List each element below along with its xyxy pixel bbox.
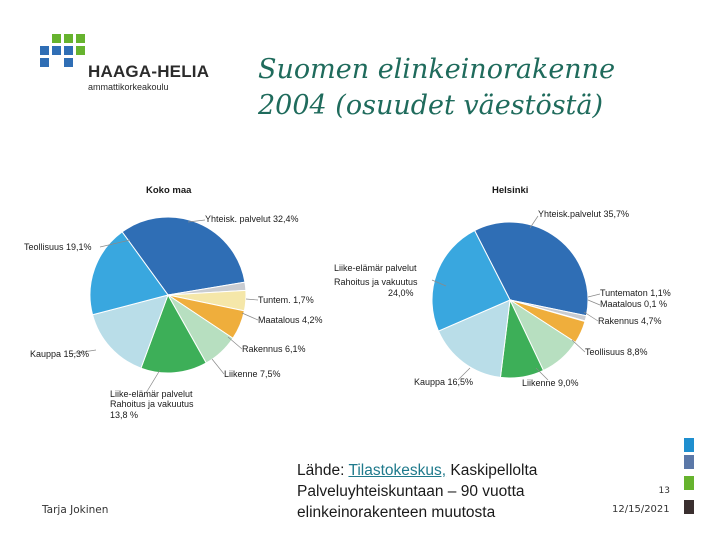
leader-line <box>588 294 600 297</box>
slice-label: Liike-elämär palvelut <box>334 263 417 273</box>
slice-label: Rahoitus ja vakuutus <box>334 277 418 287</box>
source-link[interactable]: Tilastokeskus, <box>348 462 447 479</box>
slice-label: Yhteisk. palvelut 32,4% <box>205 214 299 224</box>
slice-label: Kauppa 15,3% <box>30 349 90 359</box>
slice-label: Tuntem. 1,7% <box>258 295 314 305</box>
source-text <box>297 460 627 523</box>
slice-label: Tuntematon 1,1% <box>600 288 671 298</box>
leader-line <box>588 300 600 305</box>
slice-label: Rakennus 4,7% <box>598 316 662 326</box>
logo-name: HAAGA-HELIA <box>88 62 210 81</box>
leader-line <box>572 340 585 352</box>
slice-label: Liike-elämär palvelut <box>110 389 193 399</box>
leader-line <box>242 313 258 320</box>
slice-label: Rahoitus ja vakuutus <box>110 399 194 409</box>
pie-chart-1 <box>334 185 671 388</box>
accent-square <box>684 438 694 452</box>
footer-author: Tarja Jokinen <box>42 504 109 516</box>
slice-label: Rakennus 6,1% <box>242 344 306 354</box>
page-number: 13 <box>658 486 670 496</box>
slice-label: Teollisuus 19,1% <box>24 242 92 252</box>
logo-subtitle: ammattikorkeakoulu <box>88 82 169 92</box>
source-prefix: Lähde: <box>297 462 349 479</box>
slice-label: 13,8 % <box>110 410 139 420</box>
slice-label: Yhteisk.palvelut 35,7% <box>538 209 630 219</box>
accent-square <box>684 455 694 469</box>
pie-title: Koko maa <box>146 185 192 196</box>
slice-label: Teollisuus 8,8% <box>585 347 648 357</box>
slice-label: Maatalous 4,2% <box>258 315 323 325</box>
leader-line <box>212 359 224 374</box>
leader-line <box>246 299 258 300</box>
footer-date: 12/15/2021 <box>612 504 670 515</box>
pie-title: Helsinki <box>492 185 529 196</box>
source-rest: Kaskipellolta Palveluyhteiskuntaan – 90 vuotta elinkeinorakenteen muutosta <box>297 462 538 521</box>
accent-square <box>684 476 694 490</box>
slice-label: Maatalous 0,1 % <box>600 299 668 309</box>
slide-title-line2: 2004 (osuudet väestöstä) <box>258 90 604 121</box>
pie-chart-0 <box>24 185 323 420</box>
slice-label: Liikenne 9,0% <box>522 378 579 388</box>
slice-label: Liikenne 7,5% <box>224 369 281 379</box>
slice-label: 24,0% <box>388 288 414 298</box>
slice-label: Kauppa 16,5% <box>414 377 474 387</box>
slide-title-line1: Suomen elinkeinorakenne <box>258 54 616 85</box>
accent-square <box>684 500 694 514</box>
